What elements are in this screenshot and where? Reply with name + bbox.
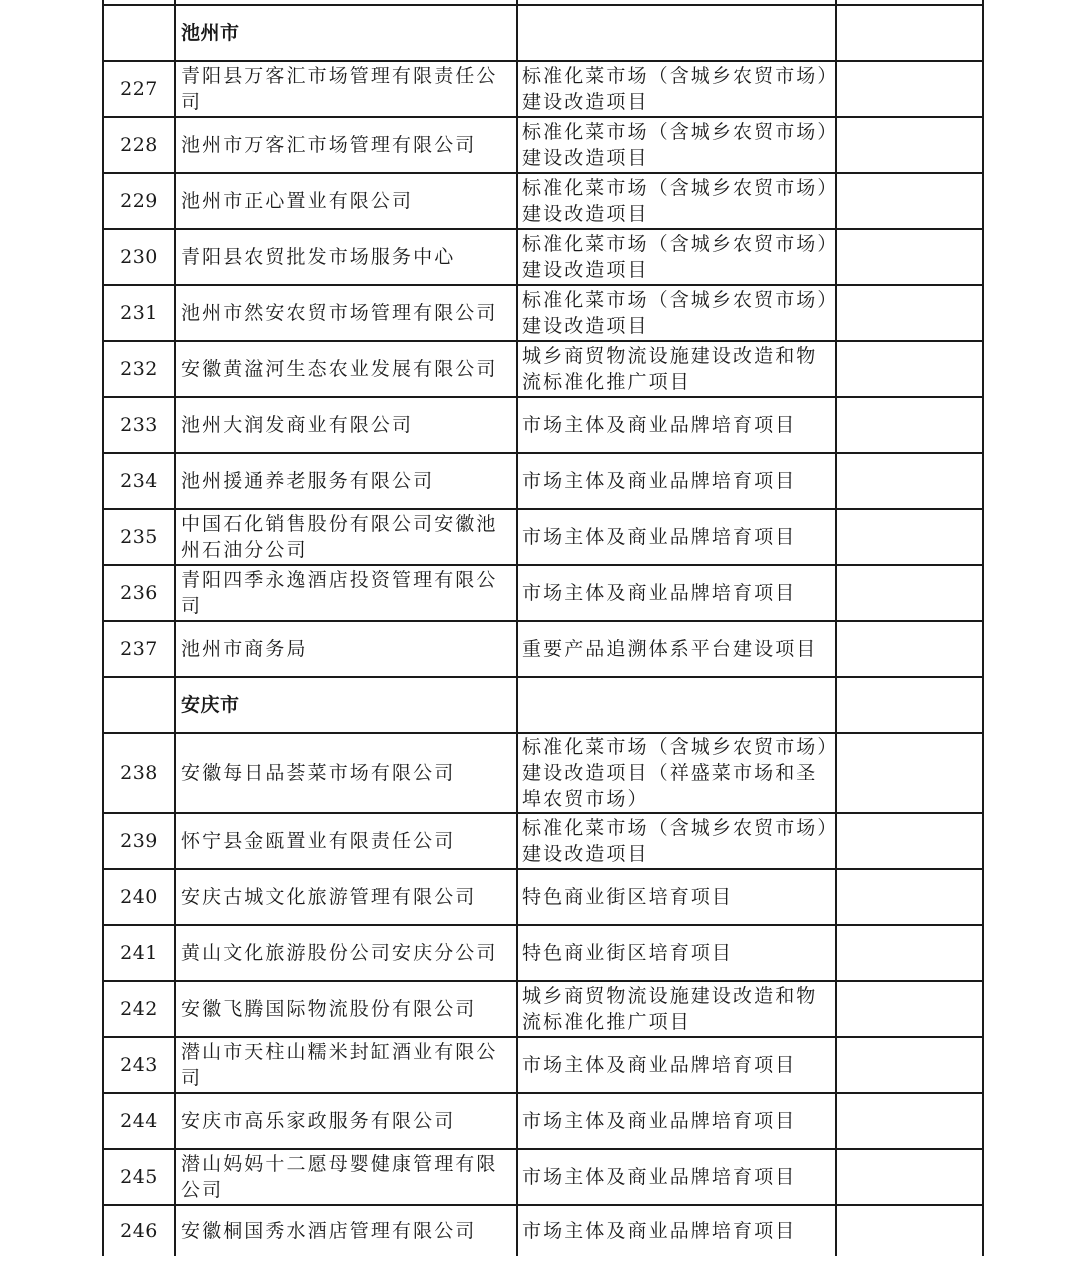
project-name: 特色商业街区培育项目 <box>517 925 836 981</box>
row-number: 233 <box>103 397 175 453</box>
cell-note <box>836 61 983 117</box>
table-row <box>103 565 983 621</box>
project-name: 标准化菜市场（含城乡农贸市场）建设改造项目 <box>517 61 836 117</box>
cell-note <box>836 1037 983 1093</box>
table-row <box>103 173 983 229</box>
table-row <box>103 61 983 117</box>
cell-note <box>836 173 983 229</box>
unit-name: 青阳县农贸批发市场服务中心 <box>175 229 517 285</box>
row-number: 241 <box>103 925 175 981</box>
cell-note <box>836 677 983 733</box>
table-row <box>103 341 983 397</box>
cell-note <box>836 1149 983 1205</box>
row-number: 234 <box>103 453 175 509</box>
row-number: 239 <box>103 813 175 869</box>
project-name: 市场主体及商业品牌培育项目 <box>517 1093 836 1149</box>
unit-name: 怀宁县金瓯置业有限责任公司 <box>175 813 517 869</box>
row-number: 243 <box>103 1037 175 1093</box>
project-name: 标准化菜市场（含城乡农贸市场）建设改造项目 <box>517 117 836 173</box>
project-name: 市场主体及商业品牌培育项目 <box>517 1205 836 1256</box>
row-number: 229 <box>103 173 175 229</box>
unit-name: 池州市然安农贸市场管理有限公司 <box>175 285 517 341</box>
unit-name: 池州大润发商业有限公司 <box>175 397 517 453</box>
unit-name: 池州市正心置业有限公司 <box>175 173 517 229</box>
unit-name: 安徽黄湓河生态农业发展有限公司 <box>175 341 517 397</box>
unit-name: 青阳四季永逸酒店投资管理有限公司 <box>175 565 517 621</box>
row-number: 230 <box>103 229 175 285</box>
unit-name: 安庆古城文化旅游管理有限公司 <box>175 869 517 925</box>
row-number: 231 <box>103 285 175 341</box>
cell-note <box>836 925 983 981</box>
cell-num <box>103 5 175 61</box>
project-name: 市场主体及商业品牌培育项目 <box>517 1149 836 1205</box>
cell-note <box>836 869 983 925</box>
row-number: 227 <box>103 61 175 117</box>
project-name: 市场主体及商业品牌培育项目 <box>517 565 836 621</box>
project-name: 城乡商贸物流设施建设改造和物流标准化推广项目 <box>517 341 836 397</box>
project-name: 标准化菜市场（含城乡农贸市场）建设改造项目 <box>517 173 836 229</box>
unit-name: 池州援通养老服务有限公司 <box>175 453 517 509</box>
cell-note <box>836 285 983 341</box>
row-number: 228 <box>103 117 175 173</box>
cell-note <box>836 229 983 285</box>
table-row <box>103 229 983 285</box>
row-number: 232 <box>103 341 175 397</box>
project-name: 标准化菜市场（含城乡农贸市场）建设改造项目 <box>517 285 836 341</box>
table-row <box>103 813 983 869</box>
unit-name: 安徽飞腾国际物流股份有限公司 <box>175 981 517 1037</box>
cell-note <box>836 733 983 813</box>
table-row <box>103 981 983 1037</box>
row-number: 242 <box>103 981 175 1037</box>
cell-num <box>103 677 175 733</box>
unit-name: 安庆市高乐家政服务有限公司 <box>175 1093 517 1149</box>
project-name: 标准化菜市场（含城乡农贸市场）建设改造项目（祥盛菜市场和圣埠农贸市场） <box>517 733 836 813</box>
table-row <box>103 1037 983 1093</box>
project-name: 市场主体及商业品牌培育项目 <box>517 397 836 453</box>
table-row <box>103 733 983 813</box>
project-list-document <box>102 0 982 1256</box>
table-row <box>103 453 983 509</box>
project-name: 市场主体及商业品牌培育项目 <box>517 1037 836 1093</box>
table-row <box>103 925 983 981</box>
cell-note <box>836 1205 983 1256</box>
table-row <box>103 397 983 453</box>
row-number: 245 <box>103 1149 175 1205</box>
cell-project <box>517 677 836 733</box>
unit-name: 青阳县万客汇市场管理有限责任公司 <box>175 61 517 117</box>
project-name: 市场主体及商业品牌培育项目 <box>517 509 836 565</box>
table-row <box>103 117 983 173</box>
city-header-row <box>103 677 983 733</box>
project-name: 城乡商贸物流设施建设改造和物流标准化推广项目 <box>517 981 836 1037</box>
table-row <box>103 1093 983 1149</box>
row-number: 237 <box>103 621 175 677</box>
cell-note <box>836 981 983 1037</box>
unit-name: 中国石化销售股份有限公司安徽池州石油分公司 <box>175 509 517 565</box>
cell-note <box>836 509 983 565</box>
cell-note <box>836 117 983 173</box>
unit-name: 池州市万客汇市场管理有限公司 <box>175 117 517 173</box>
project-name: 标准化菜市场（含城乡农贸市场）建设改造项目 <box>517 229 836 285</box>
cell-note <box>836 1093 983 1149</box>
cell-note <box>836 453 983 509</box>
cell-note <box>836 397 983 453</box>
table-row <box>103 285 983 341</box>
unit-name: 黄山文化旅游股份公司安庆分公司 <box>175 925 517 981</box>
project-name: 市场主体及商业品牌培育项目 <box>517 453 836 509</box>
unit-name: 池州市商务局 <box>175 621 517 677</box>
row-number: 236 <box>103 565 175 621</box>
row-number: 246 <box>103 1205 175 1256</box>
row-number: 244 <box>103 1093 175 1149</box>
table-row <box>103 1205 983 1256</box>
city-header-row <box>103 5 983 61</box>
cell-note <box>836 341 983 397</box>
table-row <box>103 1149 983 1205</box>
city-name: 池州市 <box>175 5 517 61</box>
project-name: 标准化菜市场（含城乡农贸市场）建设改造项目 <box>517 813 836 869</box>
table-row <box>103 621 983 677</box>
city-name: 安庆市 <box>175 677 517 733</box>
table-row <box>103 869 983 925</box>
project-name: 特色商业街区培育项目 <box>517 869 836 925</box>
unit-name: 潜山市天柱山糯米封缸酒业有限公司 <box>175 1037 517 1093</box>
row-number: 235 <box>103 509 175 565</box>
row-number: 238 <box>103 733 175 813</box>
cell-note <box>836 565 983 621</box>
row-number: 240 <box>103 869 175 925</box>
cell-note <box>836 5 983 61</box>
project-table <box>102 0 984 1256</box>
unit-name: 安徽每日品荟菜市场有限公司 <box>175 733 517 813</box>
project-name: 重要产品追溯体系平台建设项目 <box>517 621 836 677</box>
cell-note <box>836 621 983 677</box>
table-row <box>103 509 983 565</box>
unit-name: 潜山妈妈十二愿母婴健康管理有限公司 <box>175 1149 517 1205</box>
cell-project <box>517 5 836 61</box>
unit-name: 安徽桐国秀水酒店管理有限公司 <box>175 1205 517 1256</box>
cell-note <box>836 813 983 869</box>
